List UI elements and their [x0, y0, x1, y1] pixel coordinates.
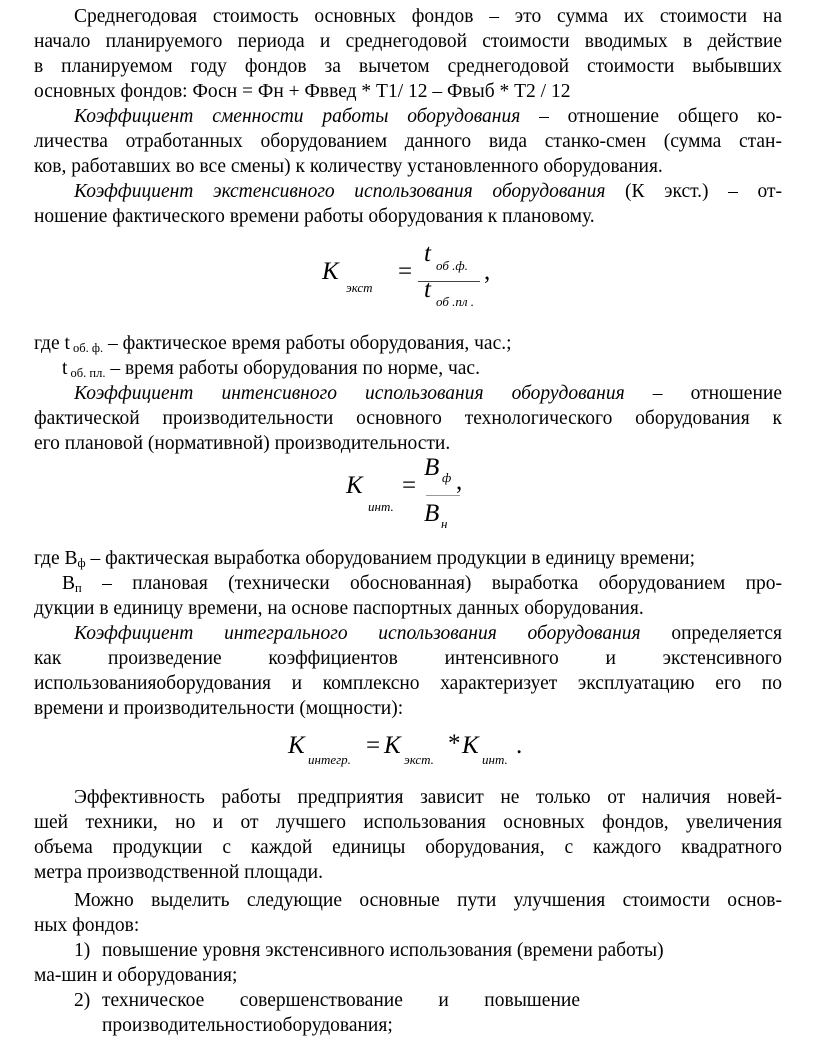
formula-multiply: *: [448, 730, 461, 757]
formula-comma: ,: [456, 468, 463, 495]
formula-symbol: К: [288, 732, 305, 759]
formula-equals: =: [366, 732, 381, 759]
paragraph-line: Среднегодовая стоимость основных фондов – это сумма их стоимости на: [74, 6, 782, 27]
text-fragment: – фактическое время работы оборудования, час.;: [103, 333, 512, 354]
formula-symbol: К: [322, 258, 339, 285]
paragraph-line: ков, работавших во все смены) к количеству установленного оборудования.: [34, 156, 663, 177]
paragraph-line: ношение фактического времени работы оборудования к плановому.: [34, 206, 595, 227]
formula-denominator: В: [424, 500, 440, 527]
text-fragment: (К экст.) – от-: [605, 181, 782, 202]
list-number: 1): [74, 940, 91, 961]
paragraph-line: [74, 381, 782, 406]
list-item-text: производительностиоборудования;: [102, 1015, 393, 1036]
term-shift-coefficient: Коэффициент сменности работы оборудования: [74, 106, 521, 127]
paragraph-line: Эффективность работы предприятия зависит не только от наличия новей-: [74, 787, 782, 808]
formula-subscript: экст.: [404, 752, 434, 767]
formula-subscript: инт.: [482, 752, 508, 767]
formula-subscript: об .ф.: [436, 258, 468, 273]
paragraph-line: объема продукции с каждой единицы оборудования, с каждого квадратного: [34, 837, 782, 858]
paragraph-line: шей техники, но и от лучшего использования основных фондов, увеличения: [34, 812, 782, 833]
formula-symbol: К: [346, 472, 363, 499]
paragraph-line: использованияоборудования и комплексно характеризует эксплуатацию его по: [34, 673, 782, 694]
paragraph-line: личества отработанных оборудованием данного вида станко-смен (сумма стан-: [34, 131, 782, 152]
formula-subscript: н: [441, 516, 448, 531]
text-fragment: – время работы оборудования по норме, час.: [105, 358, 480, 379]
text-fragment: – фактическая выработка оборудованием продукции в единицу времени;: [85, 548, 696, 569]
formula-subscript: инт.: [368, 499, 394, 514]
text-fragment: t: [62, 358, 68, 379]
text-fragment: В: [62, 573, 76, 594]
term-extensive-coefficient: Коэффициент экстенсивного использования оборудования: [74, 181, 606, 202]
paragraph-line: [74, 104, 782, 129]
paragraph-line: ных фондов:: [34, 915, 140, 936]
formula-symbol: К: [384, 732, 401, 759]
paragraph-line: метра производственной площади.: [34, 862, 323, 883]
formula-symbol: К: [462, 732, 479, 759]
paragraph-line: основных фондов: Фосн = Фн + Фввед * Т1/ 12 – Фвыб * Т2 / 12: [34, 81, 571, 102]
paragraph-line: [74, 621, 782, 646]
paragraph-line: в планируемом году фондов за вычетом среднегодовой стоимости выбывших: [34, 56, 782, 77]
paragraph-line: [74, 179, 782, 204]
paragraph-line: как произведение коэффициентов интенсивного и экстенсивного: [34, 648, 782, 669]
formula-subscript: интегр.: [308, 752, 351, 767]
fraction-bar: [426, 495, 460, 496]
text-fragment: – отношение общего ко-: [520, 106, 782, 127]
text-fragment: где В: [34, 548, 78, 569]
text-fragment: – отношение: [624, 383, 782, 404]
list-item-text: ма-шин и оборудования;: [34, 965, 238, 986]
formula-numerator: В: [424, 454, 440, 481]
list-item-text: повышение уровня экстенсивного использования (времени работы): [102, 940, 664, 961]
text-fragment: где t: [34, 333, 70, 354]
list-number: 2): [74, 990, 91, 1011]
paragraph-line: фактической производительности основного технологического оборудования к: [34, 408, 782, 429]
list-item-text: техническое совершенствование и повышение: [102, 990, 580, 1011]
formula-numerator: t: [424, 240, 431, 267]
subscript: об. ф.: [69, 341, 104, 355]
formula-dot: .: [516, 732, 523, 759]
paragraph-line: времени и производительности (мощности):: [34, 698, 404, 719]
definition-line: дукции в единицу времени, на основе паспортных данных оборудования.: [34, 598, 644, 619]
text-fragment: определяется: [640, 623, 782, 644]
formula-equals: =: [402, 472, 417, 499]
term-intensive-coefficient: Коэффициент интенсивного использования оборудования: [74, 383, 625, 404]
subscript: ф: [77, 556, 86, 570]
formula-comma: ,: [484, 258, 491, 285]
subscript: об. пл.: [67, 366, 106, 380]
formula-subscript: ф: [442, 470, 452, 485]
formula-equals: =: [398, 258, 413, 285]
paragraph-line: начало планируемого периода и среднегодовой стоимости вводимых в действие: [34, 31, 782, 52]
formula-denominator: t: [424, 276, 431, 303]
subscript: п: [75, 581, 82, 595]
paragraph-line: Можно выделить следующие основные пути улучшения стоимости основ-: [74, 890, 782, 911]
text-fragment: – плановая (технически обоснованная) выработка оборудованием про-: [81, 573, 782, 594]
paragraph-line: его плановой (нормативной) производительности.: [34, 433, 451, 454]
term-integral-coefficient: Коэффициент интегрального использования оборудования: [74, 623, 641, 644]
formula-subscript: об .пл .: [436, 294, 475, 309]
formula-subscript: экст: [346, 280, 373, 295]
